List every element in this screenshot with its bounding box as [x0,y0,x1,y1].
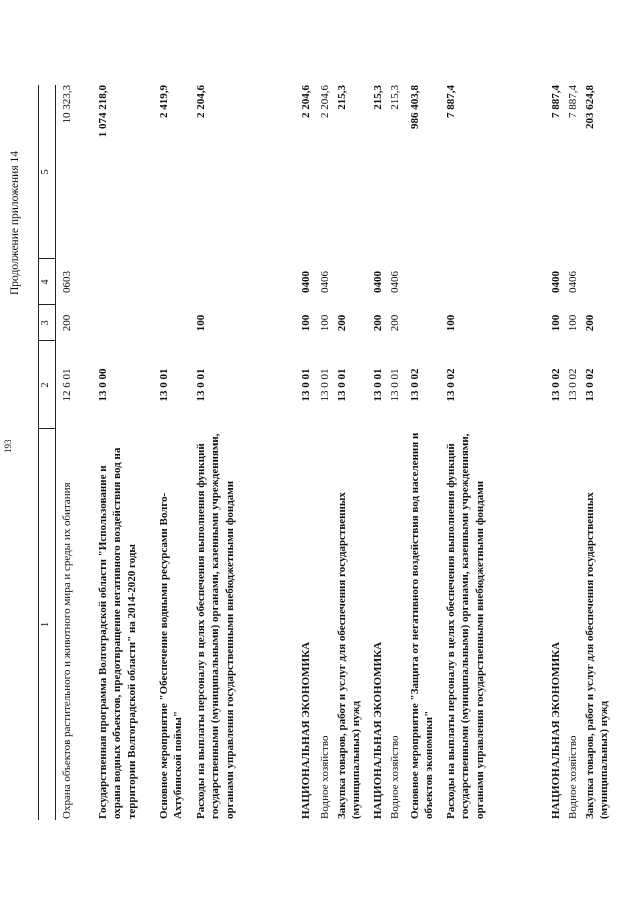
column-header-2: 2 [40,382,51,388]
row-expense-type: 100 [567,314,579,332]
row-amount: 2 204,6 [195,85,207,118]
row-amount: 986 403,8 [409,85,421,129]
row-expense-type: 100 [445,314,457,332]
row-name: НАЦИОНАЛЬНАЯ ЭКОНОМИКА [372,641,384,819]
row-target-code: 13 0 01 [389,368,401,402]
column-header-3: 3 [40,320,51,326]
row-target-code: 13 0 01 [372,368,384,402]
row-name: Основное мероприятие "Обеспечение водными ресурсами Волго-Ахтубинской поймы" [158,492,185,819]
row-target-code: 13 0 01 [336,368,348,402]
column-header-4: 4 [40,279,51,285]
row-target-code: 13 0 02 [445,368,457,402]
row-expense-type: 200 [584,314,596,332]
row-target-code: 13 0 01 [300,368,312,402]
row-name: Охрана объектов растительного и животного мира и среды их обитания [61,482,73,819]
row-amount: 2 204,6 [319,85,331,118]
row-expense-type: 200 [61,314,73,332]
row-section-code: 0400 [300,271,312,293]
row-amount: 215,3 [336,85,348,110]
row-target-code: 13 0 01 [195,368,207,402]
row-name: Водное хозяйство [567,735,579,819]
row-expense-type: 100 [300,314,312,332]
row-expense-type: 100 [319,314,331,332]
row-name: Закупка товаров, работ и услуг для обеспечения государственных (муниципальных) нужд [336,492,363,819]
row-target-code: 13 0 02 [409,368,421,402]
row-name: Государственная программа Волгоградской области "Использование и охрана водных объектов, предотвращение негативного воздействия вод на территории Волгоградской области" на 2014-2020 годы [97,447,138,819]
row-section-code: 0406 [567,271,579,293]
row-amount: 215,3 [372,85,384,110]
column-header-5: 5 [40,169,51,175]
row-expense-type: 200 [389,314,401,332]
row-name: Расходы на выплаты персоналу в целях обеспечения выполнения функций государственными (муниципальными) органами, казенными учреждениями, органами управления государственными внебюджетными фондами [195,433,236,819]
row-target-code: 13 0 01 [319,368,331,402]
table-top-border [38,85,39,820]
row-target-code: 13 0 02 [567,368,579,402]
column-header-1: 1 [40,621,51,628]
row-amount: 7 887,4 [550,85,562,118]
row-target-code: 13 0 00 [97,368,109,402]
row-name: Водное хозяйство [319,735,331,819]
row-target-code: 13 0 02 [550,368,562,402]
row-expense-type: 200 [336,314,348,332]
row-section-code: 0400 [372,271,384,293]
row-name: НАЦИОНАЛЬНАЯ ЭКОНОМИКА [300,641,312,819]
row-section-code: 0400 [550,271,562,293]
row-name: Расходы на выплаты персоналу в целях обеспечения выполнения функций государственными (муниципальными) органами, казенными учреждениями, органами управления государственными внебюджетными фондами [445,433,486,819]
row-amount: 1 074 218,0 [97,85,109,138]
row-section-code: 0406 [319,271,331,293]
row-target-code: 13 0 01 [158,368,170,402]
row-amount: 203 624,8 [584,85,596,129]
row-target-code: 12 6 01 [61,368,73,402]
row-name: Водное хозяйство [389,735,401,819]
row-amount: 7 887,4 [567,85,579,118]
row-amount: 215,3 [389,85,401,110]
header-bottom-border [55,85,56,820]
row-name: НАЦИОНАЛЬНАЯ ЭКОНОМИКА [550,641,562,819]
row-expense-type: 100 [195,314,207,332]
row-section-code: 0603 [61,271,73,293]
row-expense-type: 200 [372,314,384,332]
row-amount: 7 887,4 [445,85,457,118]
row-name: Закупка товаров, работ и услуг для обеспечения государственных (муниципальных) нужд [584,492,611,819]
row-amount: 2 419,9 [158,85,170,118]
row-expense-type: 100 [550,314,562,332]
row-target-code: 13 0 02 [584,368,596,402]
row-name: Основное мероприятие "Защита от негативного воздействия вод населения и объектов экономики" [409,432,436,819]
row-amount: 10 323,3 [61,85,73,124]
row-amount: 2 204,6 [300,85,312,118]
page-number: 193 [3,439,13,453]
continuation-label: Продолжение приложения 14 [9,151,21,295]
row-section-code: 0406 [389,271,401,293]
